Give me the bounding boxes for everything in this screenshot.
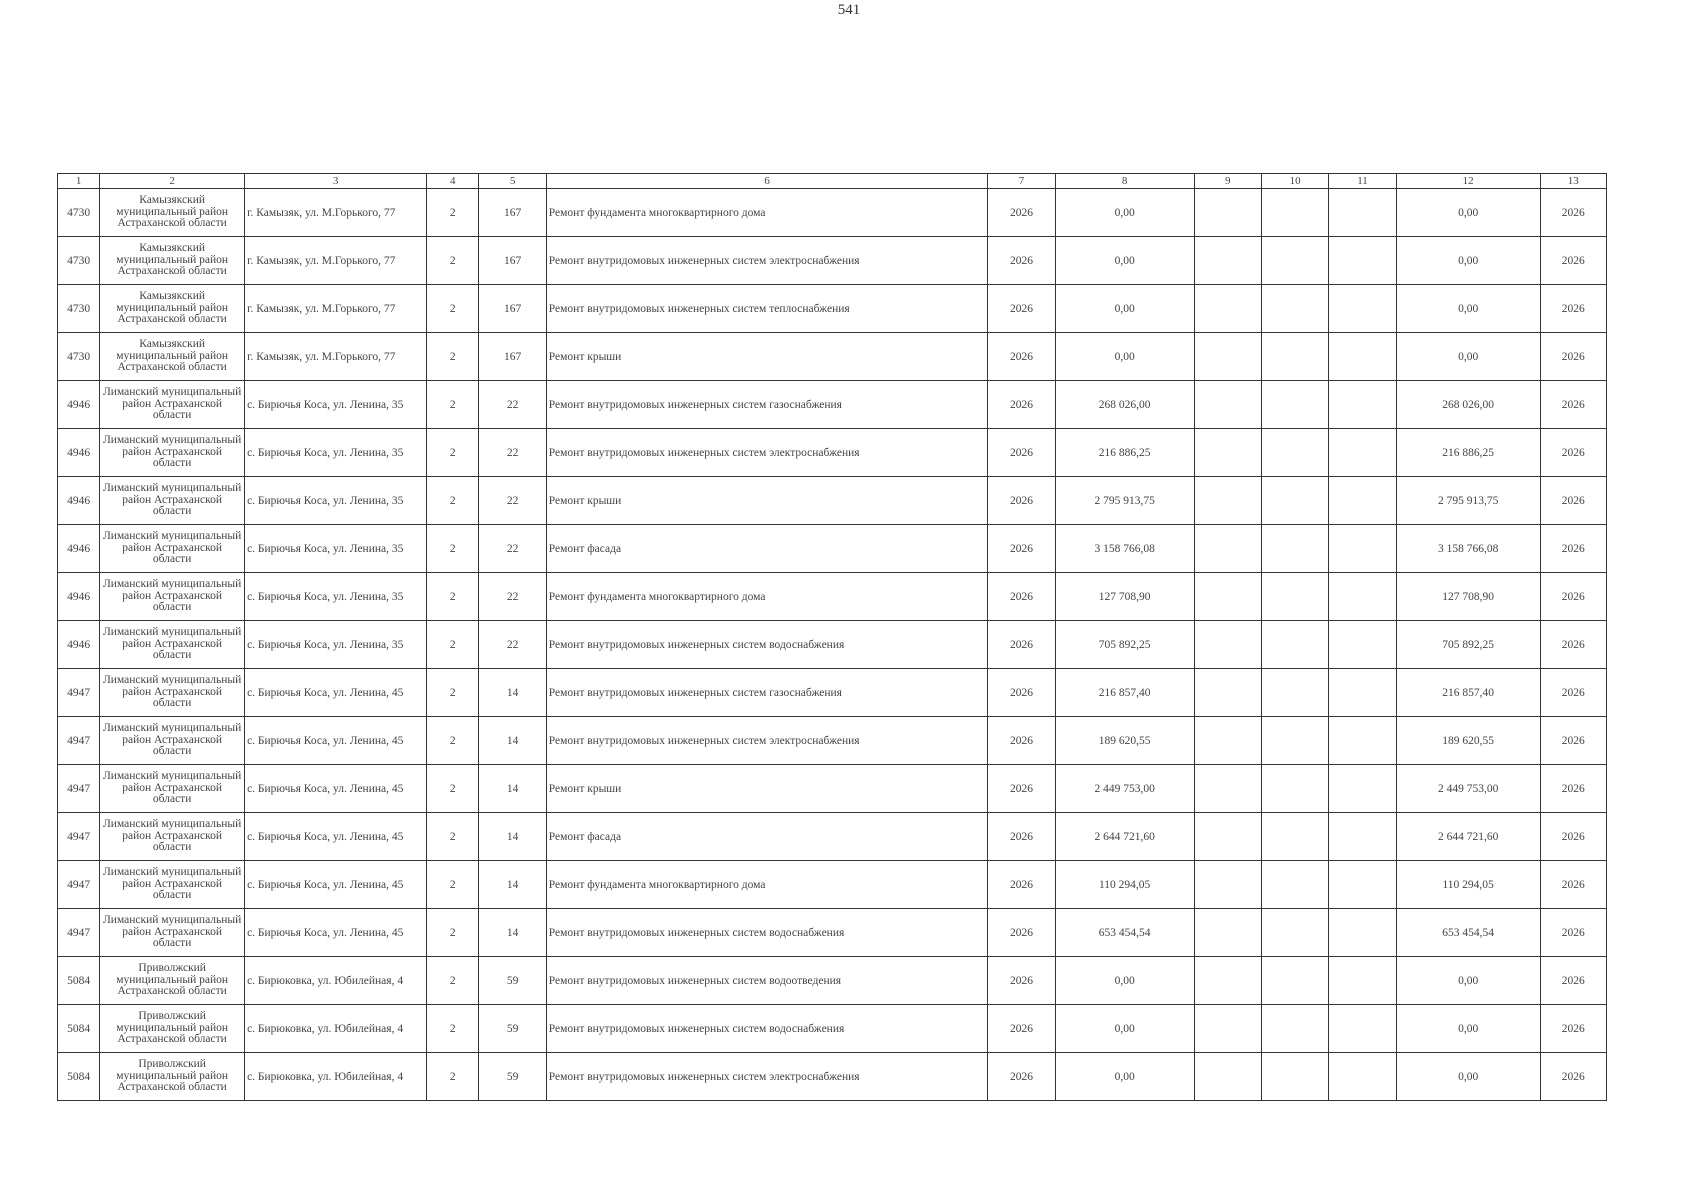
total-cost-cell: 2 449 753,00 <box>1055 765 1194 813</box>
column-11-cell <box>1329 813 1396 861</box>
total-cost-cell: 3 158 766,08 <box>1055 525 1194 573</box>
fund-cost-cell: 268 026,00 <box>1396 381 1540 429</box>
municipality-cell: Камызякский муниципальный район Астраханской области <box>100 333 245 381</box>
municipality-cell: Лиманский муниципальный район Астраханской области <box>100 669 245 717</box>
column-header: 5 <box>479 174 546 189</box>
address-cell: г. Камызяк, ул. М.Горького, 77 <box>245 189 427 237</box>
work-type-cell: Ремонт внутридомовых инженерных систем водоотведения <box>546 957 988 1005</box>
completion-year-cell: 2026 <box>1540 909 1606 957</box>
address-cell: с. Бирючья Коса, ул. Ленина, 35 <box>245 621 427 669</box>
year-cell: 2026 <box>988 1053 1055 1101</box>
column-9-cell <box>1194 477 1261 525</box>
column-11-cell <box>1329 381 1396 429</box>
completion-year-cell: 2026 <box>1540 477 1606 525</box>
column-11-cell <box>1329 525 1396 573</box>
column-9-cell <box>1194 525 1261 573</box>
fund-cost-cell: 0,00 <box>1396 1005 1540 1053</box>
total-cost-cell: 0,00 <box>1055 189 1194 237</box>
column-5-cell: 22 <box>479 477 546 525</box>
column-10-cell <box>1261 573 1328 621</box>
table-row <box>58 381 1607 429</box>
column-5-cell: 59 <box>479 1005 546 1053</box>
column-4-cell: 2 <box>427 189 479 237</box>
column-11-cell <box>1329 669 1396 717</box>
column-5-cell: 22 <box>479 429 546 477</box>
completion-year-cell: 2026 <box>1540 573 1606 621</box>
municipality-cell: Лиманский муниципальный район Астраханской области <box>100 525 245 573</box>
record-number-cell: 4946 <box>58 525 100 573</box>
column-10-cell <box>1261 861 1328 909</box>
work-type-cell: Ремонт внутридомовых инженерных систем электроснабжения <box>546 1053 988 1101</box>
year-cell: 2026 <box>988 861 1055 909</box>
fund-cost-cell: 2 795 913,75 <box>1396 477 1540 525</box>
column-5-cell: 22 <box>479 381 546 429</box>
address-cell: с. Бирючья Коса, ул. Ленина, 35 <box>245 429 427 477</box>
municipality-cell: Приволжский муниципальный район Астраханской области <box>100 957 245 1005</box>
record-number-cell: 4946 <box>58 477 100 525</box>
municipality-cell: Приволжский муниципальный район Астраханской области <box>100 1005 245 1053</box>
year-cell: 2026 <box>988 669 1055 717</box>
municipality-cell: Лиманский муниципальный район Астраханской области <box>100 813 245 861</box>
municipality-cell: Камызякский муниципальный район Астраханской области <box>100 237 245 285</box>
column-11-cell <box>1329 1005 1396 1053</box>
column-header: 6 <box>546 174 988 189</box>
total-cost-cell: 0,00 <box>1055 957 1194 1005</box>
column-4-cell: 2 <box>427 333 479 381</box>
column-9-cell <box>1194 1053 1261 1101</box>
total-cost-cell: 268 026,00 <box>1055 381 1194 429</box>
column-5-cell: 14 <box>479 909 546 957</box>
column-4-cell: 2 <box>427 237 479 285</box>
table-row <box>58 1005 1607 1053</box>
column-11-cell <box>1329 909 1396 957</box>
column-11-cell <box>1329 621 1396 669</box>
fund-cost-cell: 189 620,55 <box>1396 717 1540 765</box>
fund-cost-cell: 0,00 <box>1396 189 1540 237</box>
column-11-cell <box>1329 957 1396 1005</box>
work-type-cell: Ремонт внутридомовых инженерных систем водоснабжения <box>546 621 988 669</box>
column-9-cell <box>1194 381 1261 429</box>
column-10-cell <box>1261 477 1328 525</box>
year-cell: 2026 <box>988 429 1055 477</box>
address-cell: с. Бирючья Коса, ул. Ленина, 45 <box>245 861 427 909</box>
column-10-cell <box>1261 237 1328 285</box>
year-cell: 2026 <box>988 285 1055 333</box>
fund-cost-cell: 0,00 <box>1396 957 1540 1005</box>
fund-cost-cell: 3 158 766,08 <box>1396 525 1540 573</box>
column-4-cell: 2 <box>427 1005 479 1053</box>
total-cost-cell: 705 892,25 <box>1055 621 1194 669</box>
column-4-cell: 2 <box>427 477 479 525</box>
year-cell: 2026 <box>988 909 1055 957</box>
total-cost-cell: 189 620,55 <box>1055 717 1194 765</box>
municipality-cell: Лиманский муниципальный район Астраханской области <box>100 573 245 621</box>
record-number-cell: 5084 <box>58 1053 100 1101</box>
column-4-cell: 2 <box>427 573 479 621</box>
column-header: 12 <box>1396 174 1540 189</box>
record-number-cell: 4947 <box>58 909 100 957</box>
column-header: 4 <box>427 174 479 189</box>
table-row <box>58 477 1607 525</box>
column-5-cell: 14 <box>479 717 546 765</box>
column-11-cell <box>1329 573 1396 621</box>
total-cost-cell: 0,00 <box>1055 237 1194 285</box>
total-cost-cell: 216 886,25 <box>1055 429 1194 477</box>
completion-year-cell: 2026 <box>1540 1005 1606 1053</box>
completion-year-cell: 2026 <box>1540 861 1606 909</box>
column-header: 1 <box>58 174 100 189</box>
total-cost-cell: 2 644 721,60 <box>1055 813 1194 861</box>
fund-cost-cell: 2 644 721,60 <box>1396 813 1540 861</box>
completion-year-cell: 2026 <box>1540 813 1606 861</box>
column-9-cell <box>1194 429 1261 477</box>
fund-cost-cell: 216 886,25 <box>1396 429 1540 477</box>
table-row <box>58 237 1607 285</box>
column-4-cell: 2 <box>427 717 479 765</box>
completion-year-cell: 2026 <box>1540 333 1606 381</box>
column-10-cell <box>1261 333 1328 381</box>
table-row <box>58 717 1607 765</box>
column-4-cell: 2 <box>427 1053 479 1101</box>
column-10-cell <box>1261 189 1328 237</box>
column-9-cell <box>1194 285 1261 333</box>
fund-cost-cell: 110 294,05 <box>1396 861 1540 909</box>
year-cell: 2026 <box>988 477 1055 525</box>
table-row <box>58 909 1607 957</box>
column-9-cell <box>1194 333 1261 381</box>
record-number-cell: 4947 <box>58 861 100 909</box>
fund-cost-cell: 216 857,40 <box>1396 669 1540 717</box>
fund-cost-cell: 0,00 <box>1396 1053 1540 1101</box>
column-5-cell: 59 <box>479 957 546 1005</box>
column-header: 10 <box>1261 174 1328 189</box>
work-type-cell: Ремонт внутридомовых инженерных систем электроснабжения <box>546 237 988 285</box>
column-9-cell <box>1194 765 1261 813</box>
completion-year-cell: 2026 <box>1540 621 1606 669</box>
column-5-cell: 14 <box>479 669 546 717</box>
column-9-cell <box>1194 237 1261 285</box>
column-header: 9 <box>1194 174 1261 189</box>
completion-year-cell: 2026 <box>1540 765 1606 813</box>
address-cell: с. Бирюковка, ул. Юбилейная, 4 <box>245 1053 427 1101</box>
column-10-cell <box>1261 621 1328 669</box>
work-type-cell: Ремонт внутридомовых инженерных систем водоснабжения <box>546 909 988 957</box>
column-4-cell: 2 <box>427 957 479 1005</box>
column-10-cell <box>1261 381 1328 429</box>
column-4-cell: 2 <box>427 429 479 477</box>
table-row <box>58 861 1607 909</box>
work-type-cell: Ремонт внутридомовых инженерных систем электроснабжения <box>546 429 988 477</box>
column-10-cell <box>1261 1005 1328 1053</box>
work-type-cell: Ремонт фасада <box>546 813 988 861</box>
column-5-cell: 14 <box>479 861 546 909</box>
total-cost-cell: 127 708,90 <box>1055 573 1194 621</box>
column-10-cell <box>1261 285 1328 333</box>
column-11-cell <box>1329 333 1396 381</box>
table-row <box>58 285 1607 333</box>
column-9-cell <box>1194 669 1261 717</box>
column-5-cell: 22 <box>479 621 546 669</box>
municipality-cell: Лиманский муниципальный район Астраханской области <box>100 477 245 525</box>
total-cost-cell: 0,00 <box>1055 1053 1194 1101</box>
completion-year-cell: 2026 <box>1540 237 1606 285</box>
fund-cost-cell: 0,00 <box>1396 333 1540 381</box>
column-5-cell: 59 <box>479 1053 546 1101</box>
municipality-cell: Камызякский муниципальный район Астраханской области <box>100 285 245 333</box>
work-type-cell: Ремонт крыши <box>546 765 988 813</box>
table-row <box>58 333 1607 381</box>
column-10-cell <box>1261 669 1328 717</box>
address-cell: с. Бирючья Коса, ул. Ленина, 45 <box>245 765 427 813</box>
municipality-cell: Камызякский муниципальный район Астраханской области <box>100 189 245 237</box>
column-4-cell: 2 <box>427 381 479 429</box>
table-row <box>58 573 1607 621</box>
year-cell: 2026 <box>988 189 1055 237</box>
municipality-cell: Лиманский муниципальный район Астраханской области <box>100 861 245 909</box>
total-cost-cell: 0,00 <box>1055 285 1194 333</box>
column-9-cell <box>1194 813 1261 861</box>
column-11-cell <box>1329 429 1396 477</box>
municipality-cell: Лиманский муниципальный район Астраханской области <box>100 717 245 765</box>
column-number-header-row <box>58 174 1607 189</box>
record-number-cell: 5084 <box>58 957 100 1005</box>
municipality-cell: Лиманский муниципальный район Астраханской области <box>100 909 245 957</box>
column-11-cell <box>1329 285 1396 333</box>
table-row <box>58 765 1607 813</box>
record-number-cell: 5084 <box>58 1005 100 1053</box>
address-cell: с. Бирючья Коса, ул. Ленина, 35 <box>245 573 427 621</box>
work-type-cell: Ремонт внутридомовых инженерных систем теплоснабжения <box>546 285 988 333</box>
fund-cost-cell: 0,00 <box>1396 237 1540 285</box>
completion-year-cell: 2026 <box>1540 957 1606 1005</box>
fund-cost-cell: 653 454,54 <box>1396 909 1540 957</box>
municipality-cell: Приволжский муниципальный район Астраханской области <box>100 1053 245 1101</box>
work-type-cell: Ремонт фундамента многоквартирного дома <box>546 573 988 621</box>
column-11-cell <box>1329 189 1396 237</box>
year-cell: 2026 <box>988 957 1055 1005</box>
column-10-cell <box>1261 717 1328 765</box>
completion-year-cell: 2026 <box>1540 669 1606 717</box>
page-number: 541 <box>837 2 861 18</box>
work-type-cell: Ремонт фундамента многоквартирного дома <box>546 189 988 237</box>
completion-year-cell: 2026 <box>1540 429 1606 477</box>
work-type-cell: Ремонт крыши <box>546 477 988 525</box>
column-9-cell <box>1194 717 1261 765</box>
work-type-cell: Ремонт фундамента многоквартирного дома <box>546 861 988 909</box>
column-11-cell <box>1329 861 1396 909</box>
column-9-cell <box>1194 1005 1261 1053</box>
year-cell: 2026 <box>988 525 1055 573</box>
record-number-cell: 4947 <box>58 765 100 813</box>
record-number-cell: 4946 <box>58 429 100 477</box>
year-cell: 2026 <box>988 237 1055 285</box>
column-9-cell <box>1194 909 1261 957</box>
table-row <box>58 189 1607 237</box>
completion-year-cell: 2026 <box>1540 285 1606 333</box>
address-cell: с. Бирючья Коса, ул. Ленина, 45 <box>245 669 427 717</box>
completion-year-cell: 2026 <box>1540 1053 1606 1101</box>
record-number-cell: 4946 <box>58 381 100 429</box>
record-number-cell: 4730 <box>58 237 100 285</box>
column-header: 8 <box>1055 174 1194 189</box>
year-cell: 2026 <box>988 813 1055 861</box>
address-cell: с. Бирючья Коса, ул. Ленина, 45 <box>245 813 427 861</box>
total-cost-cell: 0,00 <box>1055 333 1194 381</box>
record-number-cell: 4947 <box>58 669 100 717</box>
column-10-cell <box>1261 429 1328 477</box>
table-row <box>58 669 1607 717</box>
column-4-cell: 2 <box>427 525 479 573</box>
address-cell: с. Бирючья Коса, ул. Ленина, 45 <box>245 909 427 957</box>
year-cell: 2026 <box>988 333 1055 381</box>
address-cell: г. Камызяк, ул. М.Горького, 77 <box>245 237 427 285</box>
year-cell: 2026 <box>988 621 1055 669</box>
column-11-cell <box>1329 237 1396 285</box>
fund-cost-cell: 127 708,90 <box>1396 573 1540 621</box>
completion-year-cell: 2026 <box>1540 381 1606 429</box>
column-10-cell <box>1261 813 1328 861</box>
fund-cost-cell: 0,00 <box>1396 285 1540 333</box>
column-5-cell: 167 <box>479 333 546 381</box>
municipality-cell: Лиманский муниципальный район Астраханской области <box>100 381 245 429</box>
column-9-cell <box>1194 621 1261 669</box>
column-11-cell <box>1329 765 1396 813</box>
work-type-cell: Ремонт крыши <box>546 333 988 381</box>
table-row <box>58 621 1607 669</box>
total-cost-cell: 2 795 913,75 <box>1055 477 1194 525</box>
column-10-cell <box>1261 909 1328 957</box>
column-10-cell <box>1261 1053 1328 1101</box>
column-11-cell <box>1329 477 1396 525</box>
address-cell: с. Бирючья Коса, ул. Ленина, 35 <box>245 525 427 573</box>
column-9-cell <box>1194 189 1261 237</box>
record-number-cell: 4730 <box>58 189 100 237</box>
column-5-cell: 22 <box>479 525 546 573</box>
work-type-cell: Ремонт внутридомовых инженерных систем электроснабжения <box>546 717 988 765</box>
municipality-cell: Лиманский муниципальный район Астраханской области <box>100 429 245 477</box>
column-4-cell: 2 <box>427 909 479 957</box>
column-5-cell: 167 <box>479 237 546 285</box>
completion-year-cell: 2026 <box>1540 525 1606 573</box>
address-cell: с. Бирючья Коса, ул. Ленина, 45 <box>245 717 427 765</box>
address-cell: с. Бирюковка, ул. Юбилейная, 4 <box>245 957 427 1005</box>
year-cell: 2026 <box>988 1005 1055 1053</box>
column-header: 13 <box>1540 174 1606 189</box>
column-9-cell <box>1194 957 1261 1005</box>
column-10-cell <box>1261 765 1328 813</box>
record-number-cell: 4730 <box>58 333 100 381</box>
column-11-cell <box>1329 1053 1396 1101</box>
address-cell: с. Бирюковка, ул. Юбилейная, 4 <box>245 1005 427 1053</box>
address-cell: с. Бирючья Коса, ул. Ленина, 35 <box>245 477 427 525</box>
table-row <box>58 957 1607 1005</box>
completion-year-cell: 2026 <box>1540 189 1606 237</box>
fund-cost-cell: 705 892,25 <box>1396 621 1540 669</box>
table-row <box>58 525 1607 573</box>
total-cost-cell: 653 454,54 <box>1055 909 1194 957</box>
fund-cost-cell: 2 449 753,00 <box>1396 765 1540 813</box>
column-9-cell <box>1194 573 1261 621</box>
work-type-cell: Ремонт фасада <box>546 525 988 573</box>
column-10-cell <box>1261 957 1328 1005</box>
column-4-cell: 2 <box>427 285 479 333</box>
year-cell: 2026 <box>988 765 1055 813</box>
column-5-cell: 167 <box>479 285 546 333</box>
address-cell: г. Камызяк, ул. М.Горького, 77 <box>245 285 427 333</box>
record-number-cell: 4947 <box>58 717 100 765</box>
table-row <box>58 813 1607 861</box>
total-cost-cell: 0,00 <box>1055 1005 1194 1053</box>
column-10-cell <box>1261 525 1328 573</box>
repair-register-table <box>57 173 1607 1101</box>
column-11-cell <box>1329 717 1396 765</box>
total-cost-cell: 110 294,05 <box>1055 861 1194 909</box>
column-5-cell: 167 <box>479 189 546 237</box>
table-body <box>58 189 1607 1101</box>
record-number-cell: 4946 <box>58 621 100 669</box>
column-5-cell: 14 <box>479 765 546 813</box>
column-header: 2 <box>100 174 245 189</box>
work-type-cell: Ремонт внутридомовых инженерных систем газоснабжения <box>546 669 988 717</box>
address-cell: г. Камызяк, ул. М.Горького, 77 <box>245 333 427 381</box>
column-4-cell: 2 <box>427 861 479 909</box>
table-row <box>58 1053 1607 1101</box>
column-5-cell: 22 <box>479 573 546 621</box>
column-4-cell: 2 <box>427 669 479 717</box>
column-4-cell: 2 <box>427 765 479 813</box>
address-cell: с. Бирючья Коса, ул. Ленина, 35 <box>245 381 427 429</box>
record-number-cell: 4947 <box>58 813 100 861</box>
record-number-cell: 4730 <box>58 285 100 333</box>
year-cell: 2026 <box>988 573 1055 621</box>
table-row <box>58 429 1607 477</box>
column-header: 7 <box>988 174 1055 189</box>
work-type-cell: Ремонт внутридомовых инженерных систем газоснабжения <box>546 381 988 429</box>
column-header: 11 <box>1329 174 1396 189</box>
column-5-cell: 14 <box>479 813 546 861</box>
work-type-cell: Ремонт внутридомовых инженерных систем водоснабжения <box>546 1005 988 1053</box>
total-cost-cell: 216 857,40 <box>1055 669 1194 717</box>
year-cell: 2026 <box>988 381 1055 429</box>
column-4-cell: 2 <box>427 621 479 669</box>
column-header: 3 <box>245 174 427 189</box>
column-9-cell <box>1194 861 1261 909</box>
record-number-cell: 4946 <box>58 573 100 621</box>
municipality-cell: Лиманский муниципальный район Астраханской области <box>100 765 245 813</box>
municipality-cell: Лиманский муниципальный район Астраханской области <box>100 621 245 669</box>
completion-year-cell: 2026 <box>1540 717 1606 765</box>
column-4-cell: 2 <box>427 813 479 861</box>
year-cell: 2026 <box>988 717 1055 765</box>
